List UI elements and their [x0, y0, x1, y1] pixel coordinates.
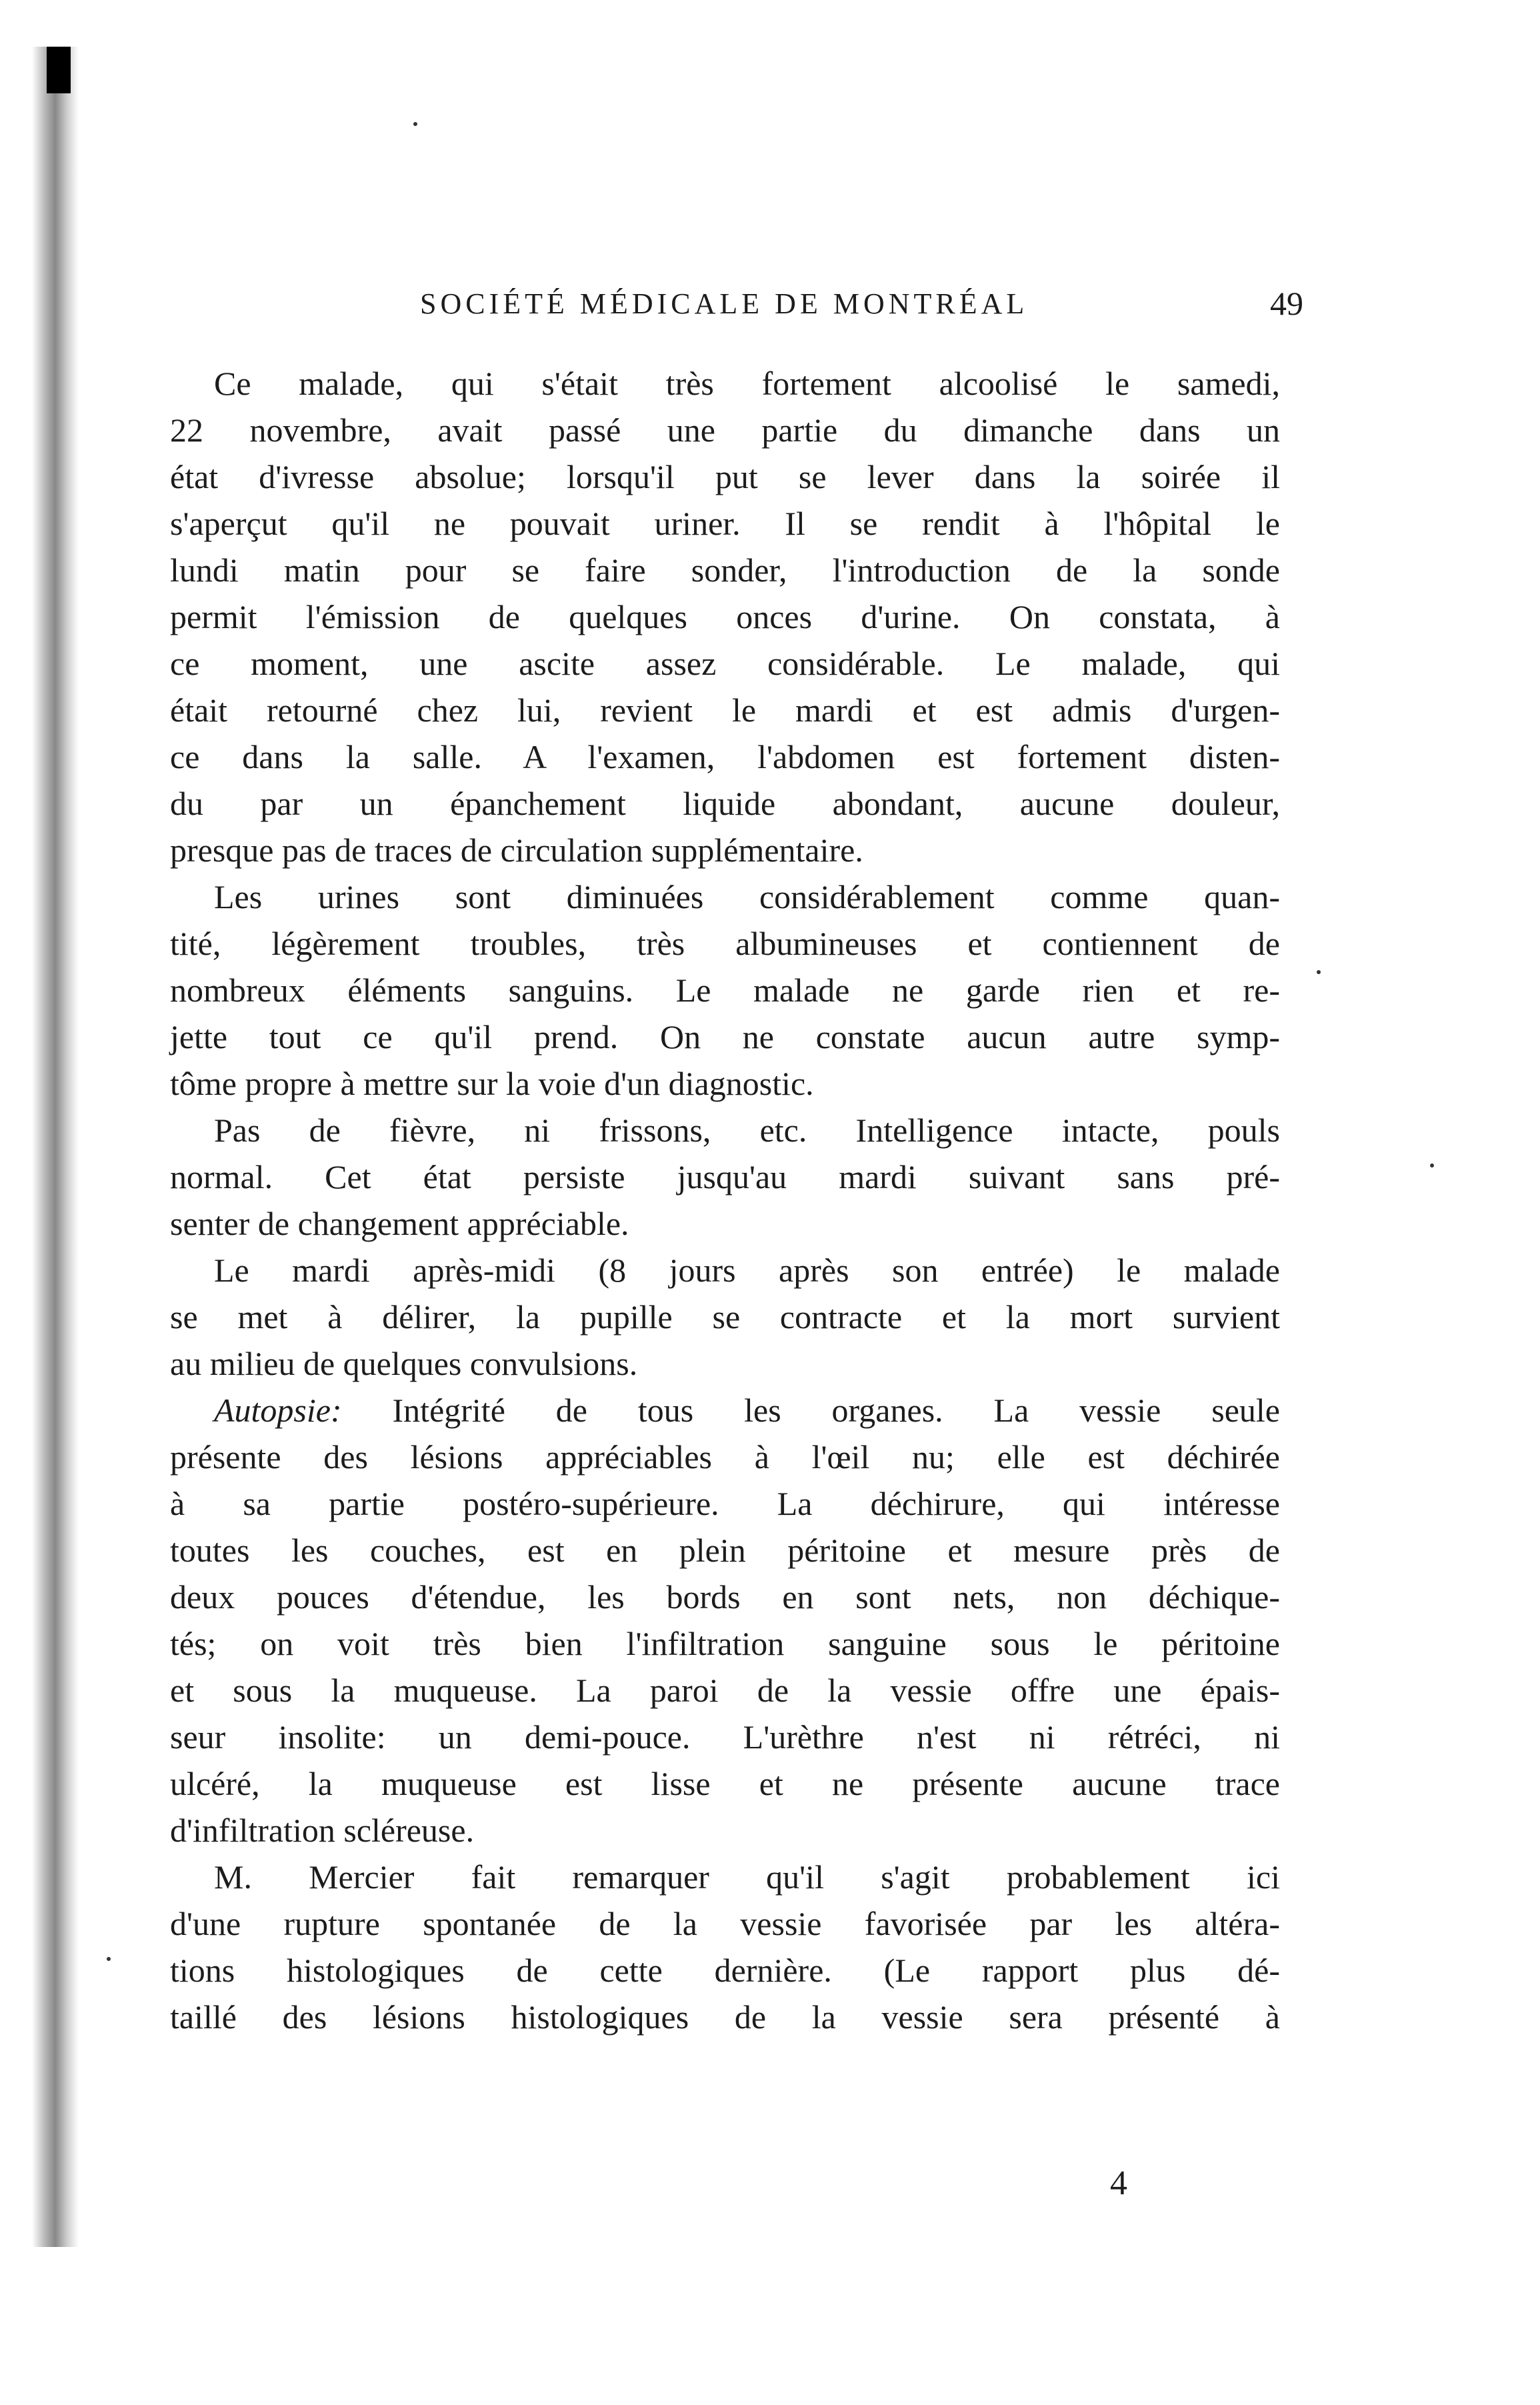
page-number: 49	[1270, 285, 1303, 322]
text-line: taillé des lésions histologiques de la vessie sera présenté à	[170, 1998, 1280, 2036]
text-line	[170, 1387, 1280, 1434]
text-line: au milieu de quelques convulsions.	[170, 1345, 638, 1382]
text-line: à sa partie postéro-supérieure. La déchirure, qui intéresse	[170, 1485, 1280, 1522]
text-line: lundi matin pour se faire sonder, l'introduction de la sonde	[170, 551, 1280, 589]
text-line: Ce malade, qui s'était très fortement alcoolisé le samedi,	[214, 365, 1280, 402]
text-line: d'une rupture spontanée de la vessie favorisée par les altéra-	[170, 1905, 1280, 1942]
running-header	[170, 287, 1303, 333]
text-line: et sous la muqueuse. La paroi de la vessie offre une épais-	[170, 1672, 1280, 1709]
paragraph	[170, 360, 1280, 873]
text-line: d'infiltration scléreuse.	[170, 1812, 475, 1849]
signature-mark: 4	[1110, 2164, 1127, 2202]
text-line: toutes les couches, est en plein péritoine et mesure près de	[170, 1532, 1280, 1569]
text-line: Le mardi après-midi (8 jours après son entrée) le malade	[214, 1252, 1280, 1289]
autopsie-label: Autopsie:	[214, 1392, 342, 1429]
text-line: seur insolite: un demi-pouce. L'urèthre n'est ni rétréci, ni	[170, 1718, 1280, 1756]
text-line: normal. Cet état persiste jusqu'au mardi suivant sans pré-	[170, 1158, 1280, 1195]
text-line: tions histologiques de cette dernière. (Le rapport plus dé-	[170, 1952, 1280, 1989]
text-line: M. Mercier fait remarquer qu'il s'agit probablement ici	[214, 1858, 1280, 1896]
binding-shadow	[32, 47, 79, 2247]
body-text	[170, 360, 1280, 2040]
scan-speck	[1317, 970, 1321, 974]
text-line: tité, légèrement troubles, très albumineuses et contiennent de	[170, 925, 1280, 962]
text-line: se met à délirer, la pupille se contracte et la mort survient	[170, 1298, 1280, 1336]
paragraph-autopsie	[170, 1387, 1280, 1854]
text-line: 22 novembre, avait passé une partie du dimanche dans un	[170, 411, 1280, 449]
text-line: état d'ivresse absolue; lorsqu'il put se lever dans la soirée il	[170, 458, 1280, 495]
text-line: permit l'émission de quelques onces d'urine. On constata, à	[170, 598, 1280, 635]
scan-speck	[1430, 1163, 1434, 1167]
binding-dark-patch	[47, 47, 71, 93]
text-line: nombreux éléments sanguins. Le malade ne garde rien et re-	[170, 971, 1280, 1009]
text-line: présente des lésions appréciables à l'œil nu; elle est déchirée	[170, 1438, 1280, 1476]
text-line-rest: Intégrité de tous les organes. La vessie seule	[341, 1392, 1280, 1429]
text-line: tés; on voit très bien l'infiltration sanguine sous le péritoine	[170, 1625, 1280, 1662]
scan-speck	[107, 1957, 111, 1961]
text-line: tôme propre à mettre sur la voie d'un diagnostic.	[170, 1065, 814, 1102]
text-line: ulcéré, la muqueuse est lisse et ne présente aucune trace	[170, 1765, 1280, 1802]
text-line: presque pas de traces de circulation supplémentaire.	[170, 831, 863, 869]
paragraph	[170, 1107, 1280, 1247]
text-line: ce dans la salle. A l'examen, l'abdomen est fortement disten-	[170, 738, 1280, 775]
text-line: senter de changement appréciable.	[170, 1205, 629, 1242]
text-line: jette tout ce qu'il prend. On ne constate aucun autre symp-	[170, 1018, 1280, 1055]
paragraph	[170, 1247, 1280, 1387]
text-line: Les urines sont diminuées considérablement comme quan-	[214, 878, 1280, 915]
running-title: SOCIÉTÉ MÉDICALE DE MONTRÉAL	[420, 287, 1029, 320]
text-line: Pas de fièvre, ni frissons, etc. Intelligence intacte, pouls	[214, 1111, 1280, 1149]
text-line: deux pouces d'étendue, les bords en sont nets, non déchique-	[170, 1578, 1280, 1616]
paragraph	[170, 873, 1280, 1107]
scan-speck	[413, 122, 417, 126]
text-line: s'aperçut qu'il ne pouvait uriner. Il se rendit à l'hôpital le	[170, 505, 1280, 542]
paragraph	[170, 1854, 1280, 2040]
text-line: du par un épanchement liquide abondant, aucune douleur,	[170, 785, 1280, 822]
text-line: était retourné chez lui, revient le mardi et est admis d'urgen-	[170, 691, 1280, 729]
text-line: ce moment, une ascite assez considérable. Le malade, qui	[170, 645, 1280, 682]
